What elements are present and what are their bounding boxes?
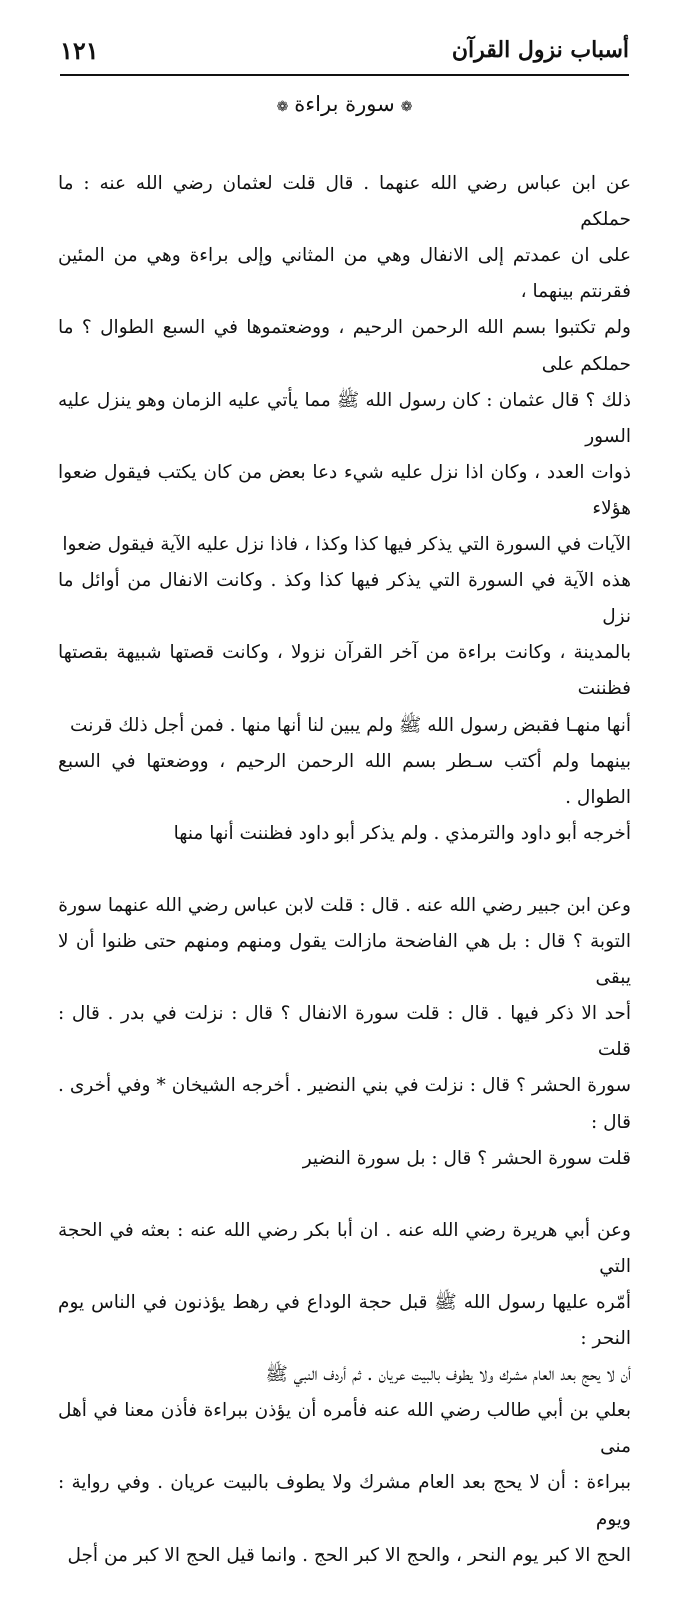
running-title: أسباب نزول القرآن: [451, 37, 629, 63]
body-text: [58, 130, 631, 1610]
sura-title: [0, 92, 689, 116]
page-header: [60, 26, 629, 74]
ornament-left-icon: ❁: [276, 99, 289, 115]
paragraph: عن ابن عباس رضي الله عنهما . قال قلت لعثمان رضي الله عنه : ما حملكم على ان عمدتم إلى الانفال وهي من المثاني وإلى براءة وهي من المئين فقرنتم بينهما ، ولم تكتبوا بسم الله الرحمن الرحيم ، ووضعتموها في السبع الطوال ؟ ما حملكم على ذلك ؟ قال عثمان : كان رسول الله ﷺ مما يأتي عليه الزمان وهو ينزل عليه السور ذوات العدد ، وكان اذا نزل عليه شيء دعا بعض من كان يكتب فيقول ضعوا هؤلاء الآيات في السورة التي يذكر فيها كذا وكذا ، فاذا نزل عليه الآية فيقول ضعوا هذه الآية في السورة التي يذكر فيها كذا وكذ . وكانت الانفال من أوائل ما نزل بالمدينة ، وكانت براءة من آخر القرآن نزولا ، وكانت قصتها شبيهة بقصتها فظننت أنها منهـا فقبض رسول الله ﷺ ولم يبين لنا أنها منها . فمن أجل ذلك قرنت بينهما ولم أكتب سـطر بسم الله الرحمن الرحيم ، ووضعتها في السبع الطوال . أخرجه أبو داود والترمذي . ولم يذكر أبو داود فظننت أنها منها: [58, 173, 631, 844]
header-rule: [60, 74, 629, 76]
sura-title-text: سورة براءة: [294, 92, 395, 116]
ornament-right-icon: ❁: [400, 99, 413, 115]
paragraph: وعن أبي هريرة رضي الله عنه . ان أبا بكر رضي الله عنه : بعثه في الحجة التي أمّره عليها رسول الله ﷺ قبل حجة الوداع في رهط يؤذنون في الناس يوم النحر : أن لا يحج بعد العام مشرك ولا يطوف بالبيت عريان . ثم أردف النبي ﷺ بعلي بن أبي طالب رضي الله عنه فأمره أن يؤذن ببراءة فأذن معنا في أهل منى ببراءة : أن لا يحج بعد العام مشرك ولا يطوف بالبيت عريان . وفي رواية : ويوم الحج الا كبر يوم النحر ، والحج الا كبر الحج . وانما قيل الحج الا كبر من أجل: [58, 1219, 631, 1566]
paragraph: وعن ابن جبير رضي الله عنه . قال : قلت لابن عباس رضي الله عنهما سورة التوبة ؟ قال : بل هي الفاضحة مازالت يقول ومنهم ومنهم حتى ظنوا أن لا يبقى أحد الا ذكر فيها . قال : قلت سورة الانفال ؟ قال : نزلت في بدر . قال : قلت سورة الحشر ؟ قال : نزلت في بني النضير . أخرجه الشيخان * وفي أخرى . قال : قلت سورة الحشر ؟ قال : بل سورة النضير: [58, 894, 631, 1169]
page-number: ١٢١: [60, 35, 99, 65]
